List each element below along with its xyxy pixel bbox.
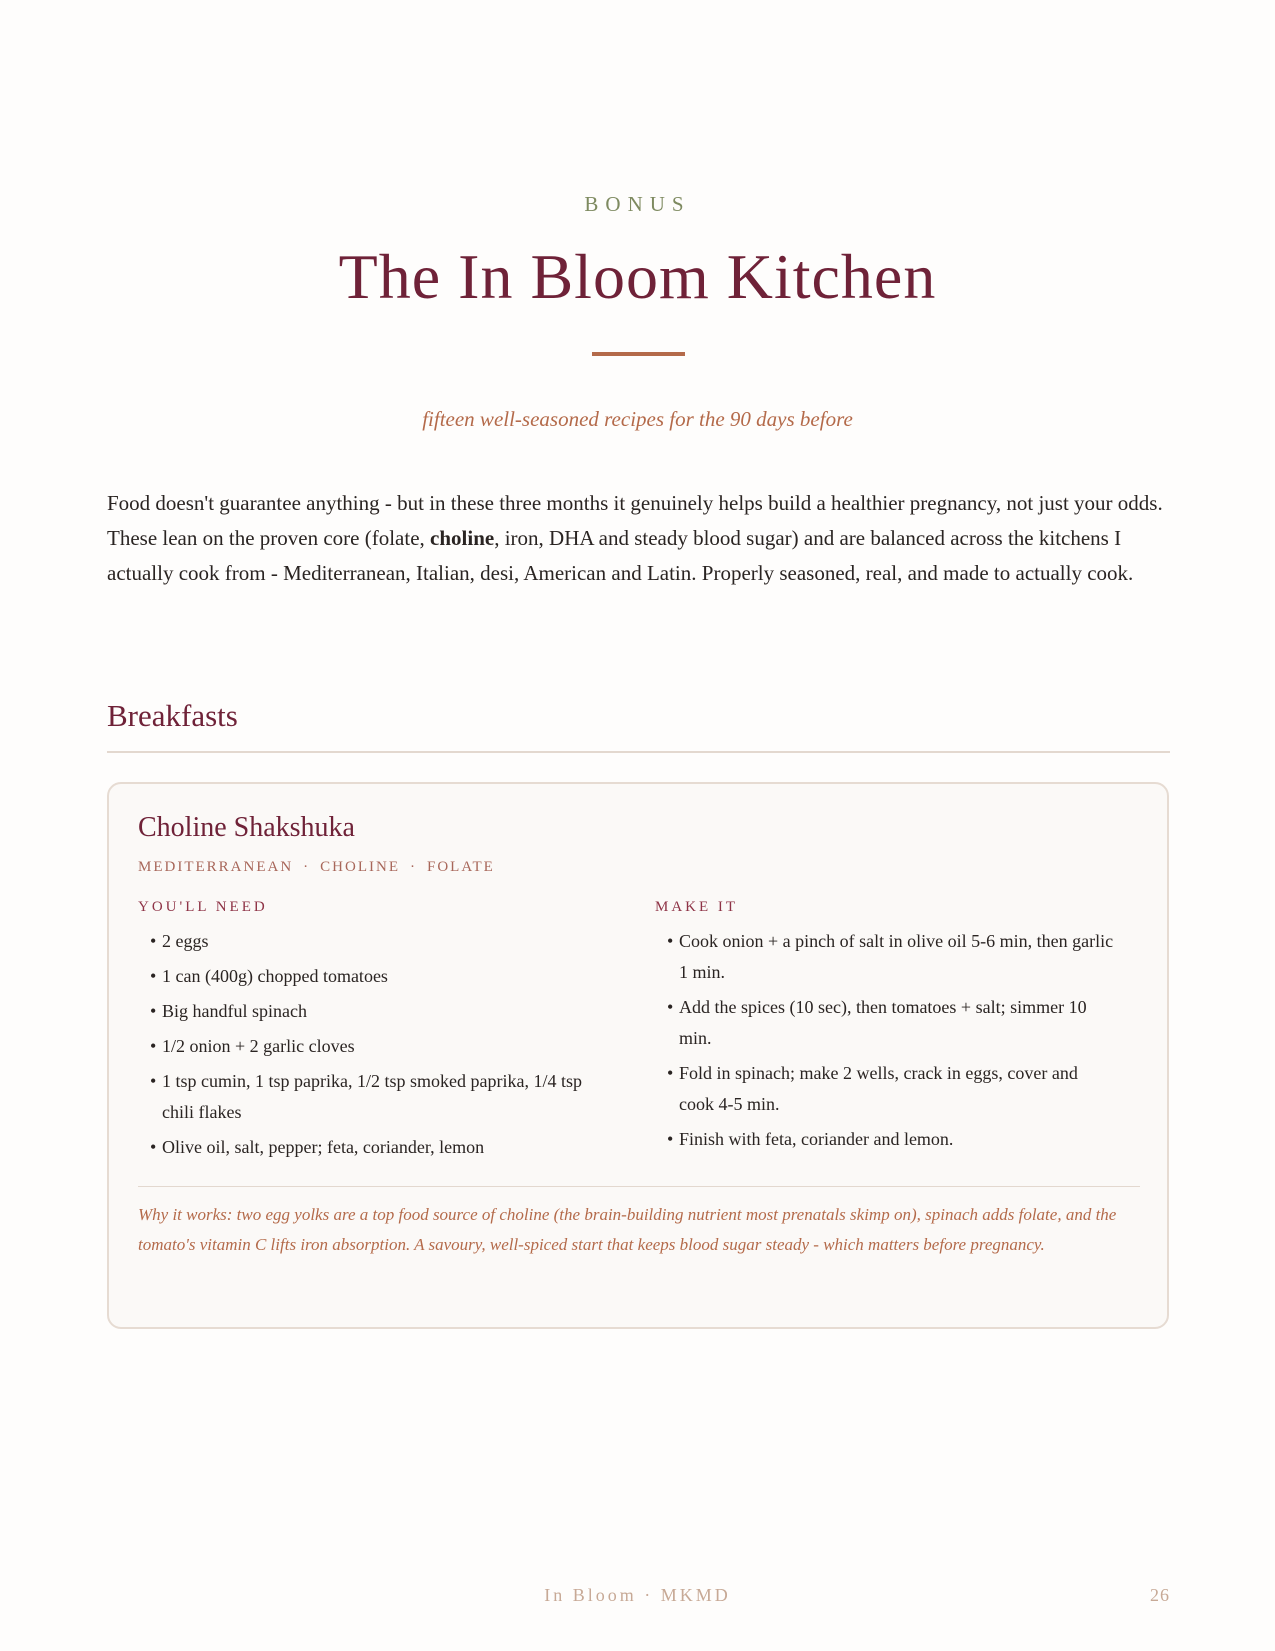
section-divider [107,751,1170,753]
page-tagline: fifteen well-seasoned recipes for the 90 days before [422,407,853,431]
ingredient-list [138,926,618,1167]
card-divider [138,1186,1140,1187]
ingredients-heading: YOU'LL NEED [138,899,268,915]
intro-paragraph [107,486,1171,591]
recipe-tag: CHOLINE [320,859,400,875]
recipe-tag: MEDITERRANEAN [138,859,294,875]
page-title: The In Bloom Kitchen [338,241,937,312]
recipe-card [107,782,1169,1329]
method-step: • Finish with feta, coriander and lemon. [655,1124,1115,1155]
method-step: • Add the spices (10 sec), then tomatoes + salt; simmer 10 min. [655,992,1115,1054]
footer-brand: In Bloom · MKMD [544,1585,731,1605]
why-it-works-note: Why it works: two egg yolks are a top food source of choline (the brain-building nutrient most prenatals skimp on), spinach adds folate, and the tomato's vitamin C lifts iron absorption. A savoury, well-spiced start that keeps blood sugar steady - which matters before pregnancy. [138,1205,1117,1254]
ingredient-item: • 1 can (400g) chopped tomatoes [138,961,618,992]
recipe-name: Choline Shakshuka [138,812,355,843]
ingredient-item: • 2 eggs [138,926,618,957]
ingredient-item: • Big handful spinach [138,996,618,1027]
ingredient-item: • 1/2 onion + 2 garlic cloves [138,1031,618,1062]
method-step-list [655,926,1115,1159]
intro-text-start: Food doesn't guarantee anything - but in these three months it genuinely helps build a healthier pregnancy, not just your odds. These lean on the proven core (folate, [107,491,1163,550]
title-divider [592,352,685,356]
tag-separator: · [409,859,417,875]
section-title-breakfasts: Breakfasts [107,698,238,733]
ingredient-item: • 1 tsp cumin, 1 tsp paprika, 1/2 tsp smoked paprika, 1/4 tsp chili flakes [138,1066,618,1128]
ingredient-item: • Olive oil, salt, pepper; feta, coriander, lemon [138,1132,618,1163]
bonus-kicker: BONUS [584,192,691,216]
method-step: • Cook onion + a pinch of salt in olive oil 5-6 min, then garlic 1 min. [655,926,1115,988]
method-step: • Fold in spinach; make 2 wells, crack in eggs, cover and cook 4-5 min. [655,1058,1115,1120]
intro-bold-word: choline [430,526,495,550]
method-heading: MAKE IT [655,899,739,915]
recipe-tag: FOLATE [426,859,495,875]
tag-separator: · [303,859,311,875]
page-number: 26 [1150,1585,1170,1605]
recipe-tags [138,859,495,876]
intro-text-end: , iron, DHA and steady blood sugar) and are balanced across the kitchens I actually cook from - Mediterranean, Italian, desi, American and Latin. Properly seasoned, real, and made to actually cook. [107,526,1134,585]
